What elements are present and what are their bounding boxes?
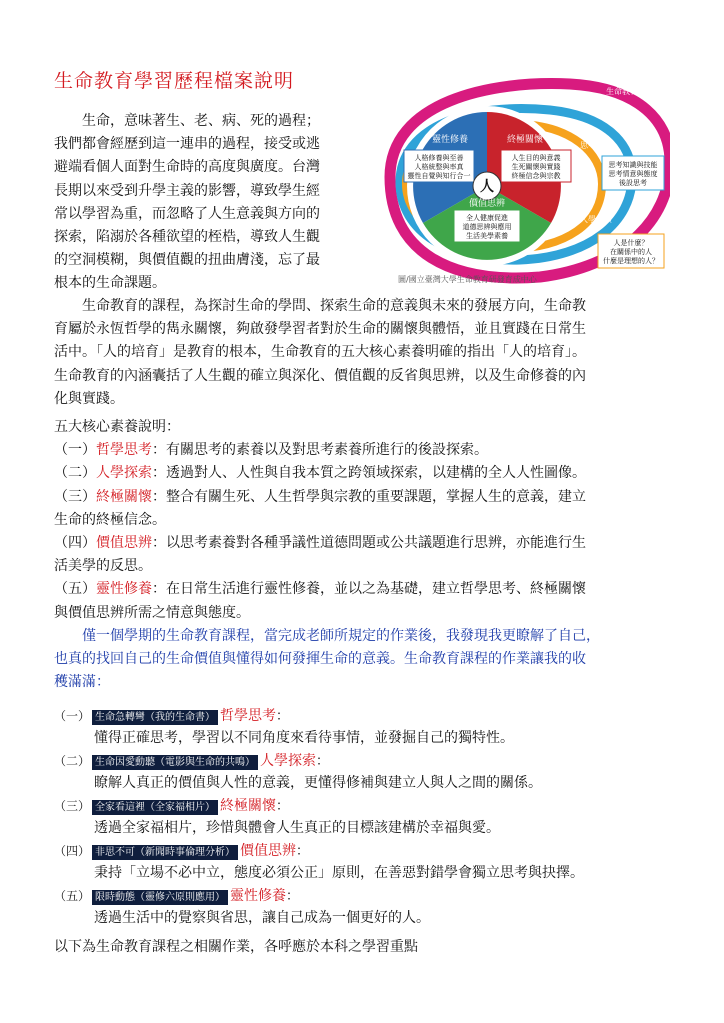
segment-value-title: 價值思辨: [468, 199, 506, 209]
homework-colon: ：: [316, 754, 330, 769]
core-item-text: ：整合有關生死、人生哲學與宗教的重要課題，掌握人生的意義，建立: [152, 488, 586, 505]
homework-tag: 限時動態（靈修六原則應用）: [92, 890, 228, 905]
homework-index: （二）: [54, 754, 91, 768]
curriculum-paragraph: [54, 295, 676, 411]
intro-line: 探索，陷溺於各種欲望的桎梏，導致人生觀: [54, 229, 320, 246]
homework-tag: 非思不可（新聞時事倫理分析）: [92, 845, 238, 860]
human-box-line: 在關係中的人: [610, 248, 652, 256]
segment-spirit-line: 人格修養與至善: [414, 154, 464, 162]
core-item-text: ：有關思考的素養以及對思考素養所進行的後設探索。: [152, 442, 488, 459]
homework-description: 透過生活中的覺察與省思，讓自己成為一個更好的人。: [94, 910, 430, 926]
homework-item: [54, 796, 694, 841]
core-item: [54, 578, 684, 601]
core-item: [54, 486, 684, 509]
core-item: [54, 462, 684, 485]
core-item: [54, 532, 684, 555]
intro-paragraph: [54, 110, 354, 296]
core-item-term: 終極關懷: [96, 488, 152, 505]
curriculum-line: 生命教育的內涵囊括了人生觀的確立與深化、價值觀的反省與思辨，以及生命修養的內: [54, 367, 586, 384]
intro-line: 根本的生命課題。: [54, 275, 166, 292]
homework-colon: ：: [276, 709, 290, 724]
homework-label: [54, 886, 299, 908]
core-competency-diagram: [370, 72, 670, 287]
homework-description: 瞭解人真正的價值與人性的意義，更懂得修補與建立人與人之間的關係。: [94, 775, 542, 791]
homework-description: 懂得正確思考，學習以不同角度來看待事情，並發掘自己的獨特性。: [94, 730, 514, 746]
intro-line: 避端看個人面對生命時的高度與廣度。台灣: [54, 159, 320, 176]
curriculum-line: 生命教育的課程，為探討生命的學問、探索生命的意義與未來的發展方向，生命教: [54, 298, 586, 314]
page-title: 生命教育學習歷程檔案說明: [54, 70, 295, 92]
homework-label: [54, 751, 329, 773]
think-education-label: 思考教育: [580, 141, 612, 150]
segment-ultimate-line: 人生目的與意義: [511, 154, 561, 162]
segment-value-line: 道德思辨與應用: [462, 223, 512, 231]
homework-label: [54, 706, 289, 728]
reflection-line: 僅一個學期的生命教育課程，當完成老師所規定的作業後，我發現我更瞭解了自己，: [54, 628, 600, 644]
figure-caption: 圖/國立臺灣大學生命教育研發育成中心: [398, 275, 537, 284]
segment-ultimate-line: 生死關懷與實踐: [511, 163, 561, 171]
human-box-line: 什麼是理想的人？: [603, 257, 659, 265]
core-heading: 五大核心素養說明：: [54, 419, 180, 435]
core-item-continued: 活美學的反思。: [54, 558, 152, 575]
footer-note: 以下為生命教育課程之相關作業，各呼應於本科之學習重點: [54, 939, 418, 955]
core-item-continued: 生命的終極信念。: [54, 511, 166, 528]
intro-line: 長期以來受到升學主義的影響，導致學生經: [54, 182, 320, 199]
homework-index: （三）: [54, 799, 91, 813]
think-box-line: 思考情意與態度: [608, 170, 658, 178]
core-item-text: ：在日常生活進行靈性修養，並以之為基礎，建立哲學思考、終極關懷: [152, 581, 586, 598]
segment-spirit-title: 靈性修養: [431, 135, 469, 145]
segment-value-line: 生活美學素養: [466, 232, 508, 240]
homework-title: 終極關懷: [220, 798, 277, 814]
homework-tag: 生命急轉彎（我的生命書）: [92, 710, 218, 725]
intro-line: 常以學習為重，而忽略了人生意義與方向的: [54, 205, 320, 222]
homework-title: 靈性修養: [230, 888, 287, 904]
reflection-paragraph: [54, 625, 684, 695]
homework-tag: 全家看這裡（全家福相片）: [92, 800, 218, 815]
core-item-index: （四）: [54, 535, 96, 552]
curriculum-line: 化與實踐。: [54, 390, 124, 407]
homework-tag: 生命因愛動聽（電影與生命的共鳴）: [92, 755, 258, 770]
center-person-label: 人: [480, 179, 494, 195]
human-exploration-label: 人學探索: [580, 215, 612, 224]
homework-title: 哲學思考: [220, 708, 277, 724]
core-item-term: 哲學思考: [96, 442, 152, 459]
outer-life-education-label: 生命教育: [606, 87, 638, 96]
segment-ultimate-line: 終極信念與宗教: [511, 172, 561, 180]
homework-description: 透過全家福相片，珍惜與體會人生真正的目標該建構於幸福與愛。: [94, 820, 500, 836]
intro-line: 我們都會經歷到這一連串的過程，接受或逃: [54, 136, 320, 153]
segment-spirit-line: 人格統整與率真: [414, 163, 464, 171]
segment-value-line: 全人健康促進: [466, 214, 508, 222]
homework-title: 價值思辨: [240, 843, 297, 859]
core-item-term: 靈性修養: [96, 581, 152, 598]
homework-title: 人學探索: [260, 753, 317, 769]
reflection-line: 也真的找回自己的生命價值與懂得如何發揮生命的意義。生命教育課程的作業讓我的收: [54, 651, 586, 668]
homework-colon: ：: [286, 889, 300, 904]
homework-item: [54, 706, 694, 751]
core-item-text: ：透過對人、人性與自我本質之跨領域探索，以建構的全人人性圖像。: [152, 465, 586, 482]
core-item-index: （三）: [54, 488, 96, 505]
homework-item: [54, 886, 694, 931]
homework-index: （五）: [54, 889, 91, 903]
core-item-index: （五）: [54, 581, 96, 598]
homework-list: [54, 706, 694, 931]
core-item-index: （二）: [54, 465, 96, 482]
intro-line: 的空洞模糊，與價值觀的扭曲膚淺，忘了最: [54, 252, 320, 269]
curriculum-line: 活中。「人的培育」是教育的根本，生命教育的五大核心素養明確的指出「人的培育」。: [54, 344, 586, 361]
segment-spirit-line: 靈性自覺與知行合一: [407, 172, 471, 180]
core-item-term: 人學探索: [96, 465, 152, 482]
core-competencies-section: [54, 416, 684, 625]
homework-label: [54, 841, 309, 863]
core-item-text: ：以思考素養對各種爭議性道德問題或公共議題進行思辨，亦能進行生: [152, 535, 586, 552]
homework-label: [54, 796, 289, 818]
curriculum-line: 育屬於永恆哲學的雋永關懷，夠啟發學習者對於生命的關懷與體悟，並且實踐在日常生: [54, 321, 586, 338]
homework-item: [54, 841, 694, 886]
homework-colon: ：: [276, 799, 290, 814]
core-item-term: 價值思辨: [96, 535, 152, 552]
core-item: [54, 439, 684, 462]
intro-line: 生命，意味著生、老、病、死的過程；: [54, 113, 320, 129]
segment-ultimate-title: 終極關懷: [506, 135, 544, 145]
human-box-line: 人是什麼？: [613, 239, 649, 247]
core-item-continued: 與價值思辨所需之情意與態度。: [54, 604, 250, 621]
homework-item: [54, 751, 694, 796]
core-item-index: （一）: [54, 442, 96, 459]
think-box-line: 後設思考: [619, 179, 647, 187]
reflection-line: 穫滿滿：: [54, 674, 110, 691]
think-box-line: 思考知識與技能: [608, 161, 658, 169]
homework-description: 秉持「立場不必中立，態度必須公正」原則，在善惡對錯學會獨立思考與抉擇。: [94, 865, 584, 881]
homework-index: （四）: [54, 844, 91, 858]
homework-colon: ：: [296, 844, 310, 859]
homework-index: （一）: [54, 709, 91, 723]
